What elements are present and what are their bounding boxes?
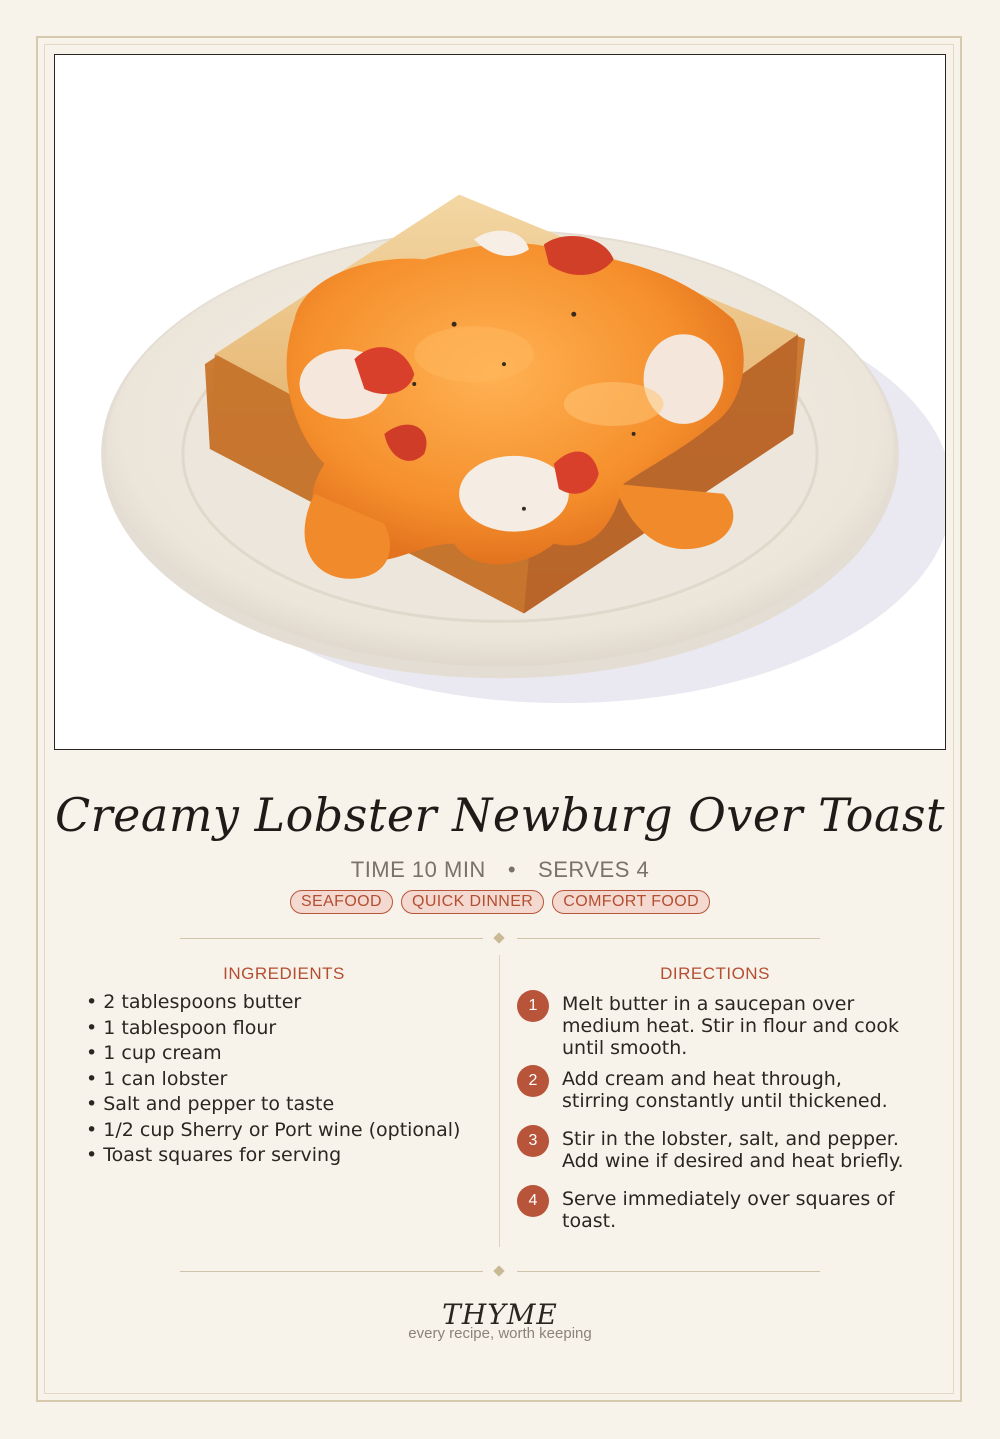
column-separator: [499, 955, 500, 1247]
tag-seafood[interactable]: SEAFOOD: [290, 890, 393, 914]
step-number-badge: 3: [517, 1125, 549, 1157]
diamond-ornament-icon: [493, 932, 504, 943]
step-number-badge: 4: [517, 1185, 549, 1217]
diamond-ornament-icon: [493, 1265, 504, 1276]
direction-step-4: [517, 1185, 917, 1232]
brand-logo: THYME: [442, 1298, 558, 1331]
list-item: • 1/2 cup Sherry or Port wine (optional): [86, 1118, 486, 1144]
tag-list: [0, 890, 1000, 914]
recipe-meta: [0, 857, 1000, 883]
directions-heading: DIRECTIONS: [660, 964, 770, 983]
divider-top: [180, 933, 820, 945]
list-item: • Toast squares for serving: [86, 1143, 486, 1169]
list-item: • Salt and pepper to taste: [86, 1092, 486, 1118]
direction-step-3: [517, 1125, 917, 1172]
step-text: Serve immediately over squares of toast.: [562, 1188, 895, 1232]
step-number-badge: 2: [517, 1065, 549, 1097]
list-item: • 1 can lobster: [86, 1067, 486, 1093]
divider-bottom: [180, 1266, 820, 1278]
recipe-title: Creamy Lobster Newburg Over Toast: [54, 788, 945, 842]
list-item: • 1 tablespoon flour: [86, 1016, 486, 1042]
ingredients-heading: INGREDIENTS: [223, 964, 345, 983]
tag-comfort-food[interactable]: COMFORT FOOD: [552, 890, 710, 914]
list-item: • 2 tablespoons butter: [86, 990, 486, 1016]
lobster-toast-illustration: [55, 55, 945, 749]
tag-quick-dinner[interactable]: QUICK DINNER: [401, 890, 544, 914]
serves-label: SERVES 4: [538, 857, 650, 882]
direction-step-2: [517, 1065, 917, 1112]
recipe-photo: [54, 54, 946, 750]
list-item: • 1 cup cream: [86, 1041, 486, 1067]
time-label: TIME 10 MIN: [350, 857, 486, 882]
ingredients-list: [86, 990, 486, 1169]
step-text: Stir in the lobster, salt, and pepper. Add wine if desired and heat briefly.: [562, 1128, 904, 1172]
step-number-badge: 1: [517, 990, 549, 1022]
meta-separator: •: [507, 857, 517, 882]
step-text: Melt butter in a saucepan over medium heat. Stir in flour and cook until smooth.: [562, 993, 899, 1059]
step-text: Add cream and heat through, stirring constantly until thickened.: [562, 1068, 888, 1112]
brand-tagline: every recipe, worth keeping: [408, 1325, 592, 1342]
direction-step-1: [517, 990, 917, 1059]
